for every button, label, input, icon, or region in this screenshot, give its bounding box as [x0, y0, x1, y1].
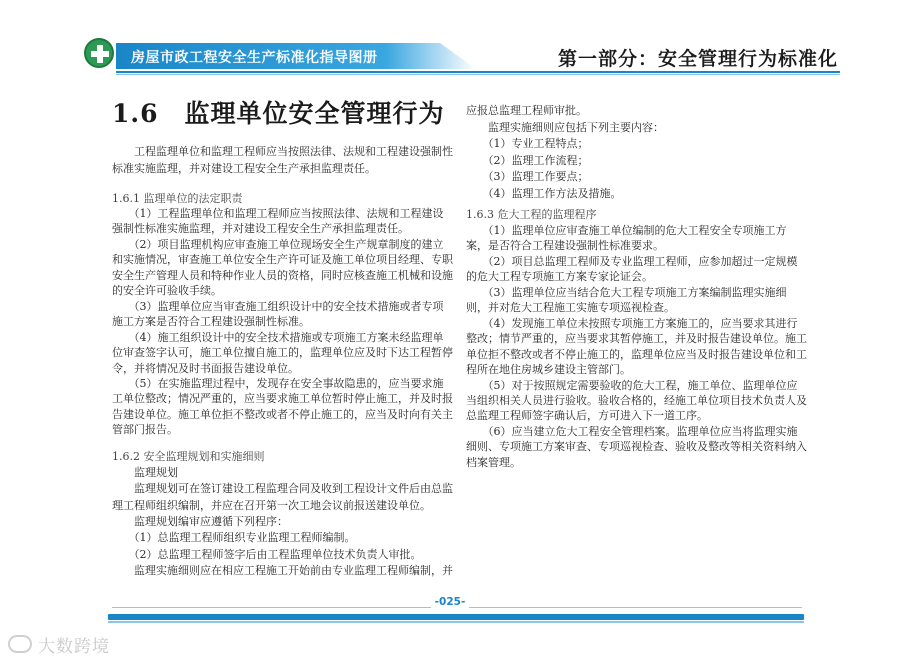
paragraph-line: 监理实施细则应在相应工程施工开始前由专业监理工程师编制，并 — [112, 563, 453, 577]
paragraph-line: 则，并对危大工程施工实施专项巡视检查。 — [466, 301, 675, 315]
paragraph-line: （3）监理工作要点； — [466, 170, 589, 183]
paragraph-line: 管部门报告。 — [112, 423, 178, 437]
page-header — [0, 0, 900, 80]
section-title: 第一部分：安全管理行为标准化 — [557, 48, 838, 70]
subsection-title: 1.6.3 危大工程的监理程序 — [466, 208, 597, 221]
paragraph-line: 的危大工程专项施工方案专家论证会。 — [466, 270, 653, 284]
paragraph-line: 监理规划编审应遵循下列程序： — [112, 514, 288, 528]
banner-title: 房屋市政工程安全生产标准化指导图册 — [131, 50, 378, 66]
paragraph-line: （4）施工组织设计中的安全技术措施或专项施工方案未经监理单 — [112, 330, 444, 344]
paragraph-line: 施工方案是否符合工程建设强制性标准。 — [112, 315, 310, 329]
safety-cross-logo-icon — [84, 38, 114, 68]
watermark: 大数跨境 — [38, 637, 110, 657]
chapter-heading: 1.6 监理单位安全管理行为 — [112, 99, 445, 128]
paragraph-line: 应报总监理工程师审批。 — [466, 104, 587, 117]
paragraph-line: 监理规划可在签订建设工程监理合同及收到工程设计文件后由总监 — [112, 482, 453, 496]
intro-line: 标准实施监理，并对建设工程安全生产承担监理责任。 — [112, 162, 376, 175]
paragraph-line: 安全生产管理人员和特种作业人员的资格，同时应核查施工机械和设施 — [112, 268, 453, 282]
paragraph-line: 的安全许可验收手续。 — [112, 284, 222, 298]
page-number — [0, 596, 900, 608]
paragraph-line: （3）监理单位应当结合危大工程专项施工方案编制监理实施细 — [466, 285, 787, 299]
paragraph-line: （3）监理单位应当审查施工组织设计中的安全技术措施或者专项 — [112, 299, 444, 313]
paragraph-line: 案，是否符合工程建设强制性标准要求。 — [466, 239, 664, 253]
paragraph-line: （4）监理工作方法及措施。 — [466, 186, 622, 200]
paragraph-line: 监理规划 — [112, 466, 178, 479]
paragraph-line: 强制性标准实施监理，并对建设工程安全生产承担监理责任。 — [112, 222, 409, 236]
footer-bar — [108, 614, 804, 620]
paragraph-line: 程所在地住房城乡建设主管部门。 — [466, 363, 631, 377]
paragraph-line: （6）应当建立危大工程安全管理档案。监理单位应当将监理实施 — [466, 424, 798, 438]
paragraph-line: 整改；情节严重的，应当要求其暂停施工，并及时报告建设单位。施工 — [466, 332, 807, 346]
paragraph-line: （1）总监理工程师组织专业监理工程师编制。 — [112, 531, 356, 545]
footer-bar-thin — [108, 621, 804, 623]
paragraph-line: 工单位整改；情况严重的，应当要求施工单位暂时停止施工，并及时报 — [112, 392, 453, 406]
paragraph-line: 单位拒不整改或者不停止施工的，监理单位应当及时报告建设单位和工 — [466, 347, 807, 361]
paragraph-line: （5）在实施监理过程中，发现存在安全事故隐患的，应当要求施 — [112, 376, 444, 390]
page-number-text: -025- — [431, 596, 470, 608]
paragraph-line: 位审查签字认可，施工单位擅自施工的，监理单位应及时下达工程暂停 — [112, 346, 453, 360]
paragraph-line: （4）发现施工单位未按照专项施工方案施工的，应当要求其进行 — [466, 316, 798, 330]
subsection-title: 1.6.1 监理单位的法定职责 — [112, 192, 243, 205]
paragraph-line: 细则、专项施工方案审查、专项巡视检查、验收及整改等相关资料纳入 — [466, 440, 807, 454]
paragraph-line: （5）对于按照规定需要验收的危大工程，施工单位、监理单位应 — [466, 378, 798, 392]
paragraph-line: （1）工程监理单位和监理工程师应当按照法律、法规和工程建设 — [112, 207, 444, 220]
paragraph-line: 当组织相关人员进行验收。验收合格的，经施工单位项目技术负责人及 — [466, 393, 807, 407]
paragraph-line: 档案管理。 — [466, 455, 521, 469]
paragraph-line: 监理实施细则应包括下列主要内容： — [466, 120, 664, 134]
paragraph-line: 告建设单位。施工单位拒不整改或者不停止施工的，应当及时向有关主 — [112, 407, 453, 421]
watermark-logo-icon — [8, 635, 32, 653]
paragraph-line: 令，并将情况及时书面报告建设单位。 — [112, 361, 299, 375]
paragraph-line: （2）总监理工程师签字后由工程监理单位技术负责人审批。 — [112, 547, 422, 561]
header-rule-thin — [116, 74, 840, 75]
paragraph-line: （2）监理工作流程； — [466, 153, 589, 167]
paragraph-line: （2）项目总监理工程师及专业监理工程师，应参加超过一定规模 — [466, 254, 798, 268]
subsection-title: 1.6.2 安全监理规划和实施细则 — [112, 450, 265, 463]
paragraph-line: （1）监理单位应审查施工单位编制的危大工程安全专项施工方 — [466, 224, 787, 237]
paragraph-line: 理工程师组织编制，并应在召开第一次工地会议前报送建设单位。 — [112, 498, 431, 512]
paragraph-line: （2）项目监理机构应审查施工单位现场安全生产规章制度的建立 — [112, 237, 444, 251]
header-rule — [116, 71, 840, 73]
paragraph-line: 总监理工程师签字确认后，方可进入下一道工序。 — [466, 409, 708, 423]
paragraph-line: 和实施情况，审查施工单位安全生产许可证及施工单位项目经理、专职 — [112, 253, 453, 267]
intro-line: 工程监理单位和监理工程师应当按照法律、法规和工程建设强制性 — [112, 145, 453, 158]
paragraph-line: （1）专业工程特点； — [466, 137, 589, 150]
